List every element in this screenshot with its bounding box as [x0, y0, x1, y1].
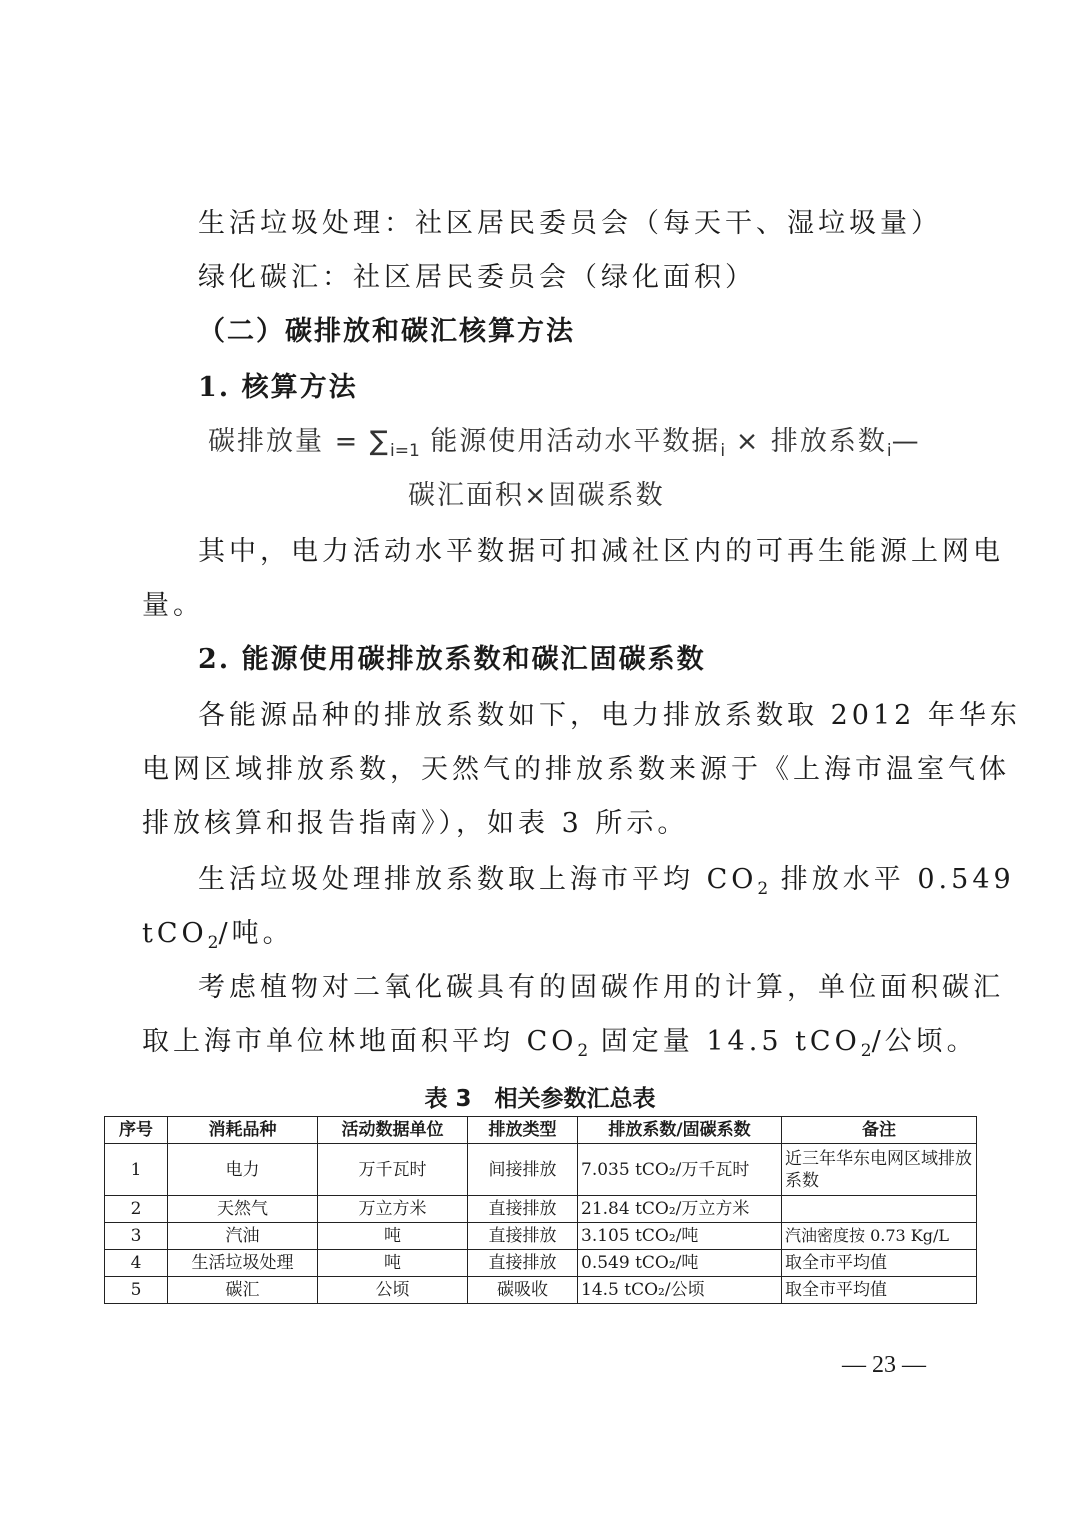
- formula-part: 碳排放量 = ∑: [208, 426, 390, 457]
- subscript: 2: [577, 1041, 589, 1061]
- formula-part: 能源使用活动水平数据: [419, 426, 721, 457]
- paragraph-factors-line3: 排放核算和报告指南》），如表 3 所示。: [142, 808, 689, 839]
- table-cell: 直接排放: [468, 1196, 578, 1223]
- table-cell: 近三年华东电网区域排放系数: [782, 1144, 977, 1196]
- table-cell: 取全市平均值: [782, 1250, 977, 1277]
- formula-sub: i=1: [389, 441, 420, 461]
- table-cell: [782, 1196, 977, 1223]
- text-part: /公顷。: [871, 1026, 978, 1057]
- table-cell: 天然气: [168, 1196, 318, 1223]
- section-heading-2: （二）碳排放和碳汇核算方法: [198, 316, 575, 347]
- table-cell: 4: [105, 1250, 168, 1277]
- formula-part: × 排放系数: [725, 426, 887, 457]
- subsection-heading-2: 2. 能源使用碳排放系数和碳汇固碳系数: [198, 644, 706, 675]
- column-header: 排放类型: [468, 1117, 578, 1144]
- parameters-table: [104, 1116, 977, 1304]
- formula-line-2: 碳汇面积×固碳系数: [408, 480, 665, 511]
- table-cell: 2: [105, 1196, 168, 1223]
- table-cell: 万立方米: [318, 1196, 468, 1223]
- paragraph-carbon-sink-line2: [142, 1024, 978, 1069]
- text-part: 生活垃圾处理排放系数取上海市平均 CO: [198, 864, 758, 895]
- table-row: [105, 1196, 977, 1223]
- text-part: 固定量 14.5 tCO: [588, 1026, 861, 1057]
- paragraph-greening-source: 绿化碳汇：社区居民委员会（绿化面积）: [198, 262, 756, 293]
- paragraph-factors-line1: 各能源品种的排放系数如下，电力排放系数取 2012 年华东: [198, 700, 1021, 731]
- column-header: 活动数据单位: [318, 1117, 468, 1144]
- formula-line-1: [208, 424, 921, 469]
- table-cell: 碳汇: [168, 1277, 318, 1304]
- paragraph-garbage-source: 生活垃圾处理：社区居民委员会（每天干、湿垃圾量）: [198, 208, 942, 239]
- subsection-heading-1: 1. 核算方法: [198, 372, 358, 403]
- subscript: 2: [757, 879, 769, 899]
- table-cell: 吨: [318, 1223, 468, 1250]
- formula-sub: i: [720, 441, 726, 461]
- paragraph-carbon-sink-line1: 考虑植物对二氧化碳具有的固碳作用的计算，单位面积碳汇: [198, 972, 1004, 1003]
- table-cell: 汽油: [168, 1223, 318, 1250]
- table-cell: 碳吸收: [468, 1277, 578, 1304]
- table-row: [105, 1250, 977, 1277]
- table-row: [105, 1223, 977, 1250]
- table-cell: 生活垃圾处理: [168, 1250, 318, 1277]
- text-part: /吨。: [218, 918, 294, 949]
- page-number: — 23 —: [842, 1352, 926, 1378]
- paragraph-note-line1: 其中，电力活动水平数据可扣减社区内的可再生能源上网电: [198, 536, 1004, 567]
- table-cell: 3: [105, 1223, 168, 1250]
- table-cell: 间接排放: [468, 1144, 578, 1196]
- formula-sub: i: [886, 441, 892, 461]
- table-cell: 14.5 tCO₂/公顷: [578, 1277, 782, 1304]
- table-cell: 电力: [168, 1144, 318, 1196]
- table-cell: 直接排放: [468, 1250, 578, 1277]
- text-part: 排放水平 0.549: [768, 864, 1015, 895]
- table-cell: 0.549 tCO₂/吨: [578, 1250, 782, 1277]
- table-cell: 直接排放: [468, 1223, 578, 1250]
- paragraph-factors-line2: 电网区域排放系数，天然气的排放系数来源于《上海市温室气体: [142, 754, 1010, 785]
- table-cell: 汽油密度按 0.73 Kg/L: [782, 1223, 977, 1250]
- table-cell: 21.84 tCO₂/万立方米: [578, 1196, 782, 1223]
- paragraph-garbage-factor-line1: [198, 862, 1015, 907]
- table-cell: 公顷: [318, 1277, 468, 1304]
- table-cell: 7.035 tCO₂/万千瓦时: [578, 1144, 782, 1196]
- paragraph-note-line2: 量。: [142, 590, 204, 621]
- table-header-row: [105, 1117, 977, 1144]
- column-header: 消耗品种: [168, 1117, 318, 1144]
- text-part: tCO: [142, 918, 208, 949]
- table-row: [105, 1144, 977, 1196]
- column-header: 排放系数/固碳系数: [578, 1117, 782, 1144]
- table-caption: 表 3 相关参数汇总表: [424, 1086, 656, 1112]
- table-row: [105, 1277, 977, 1304]
- table-cell: 1: [105, 1144, 168, 1196]
- table-cell: 万千瓦时: [318, 1144, 468, 1196]
- column-header: 序号: [105, 1117, 168, 1144]
- table-cell: 3.105 tCO₂/吨: [578, 1223, 782, 1250]
- text-part: 取上海市单位林地面积平均 CO: [142, 1026, 578, 1057]
- table-cell: 取全市平均值: [782, 1277, 977, 1304]
- paragraph-garbage-factor-line2: [142, 916, 942, 961]
- formula-part: —: [891, 426, 921, 457]
- table-cell: 吨: [318, 1250, 468, 1277]
- subscript: 2: [207, 933, 219, 953]
- subscript: 2: [860, 1041, 872, 1061]
- table-cell: 5: [105, 1277, 168, 1304]
- column-header: 备注: [782, 1117, 977, 1144]
